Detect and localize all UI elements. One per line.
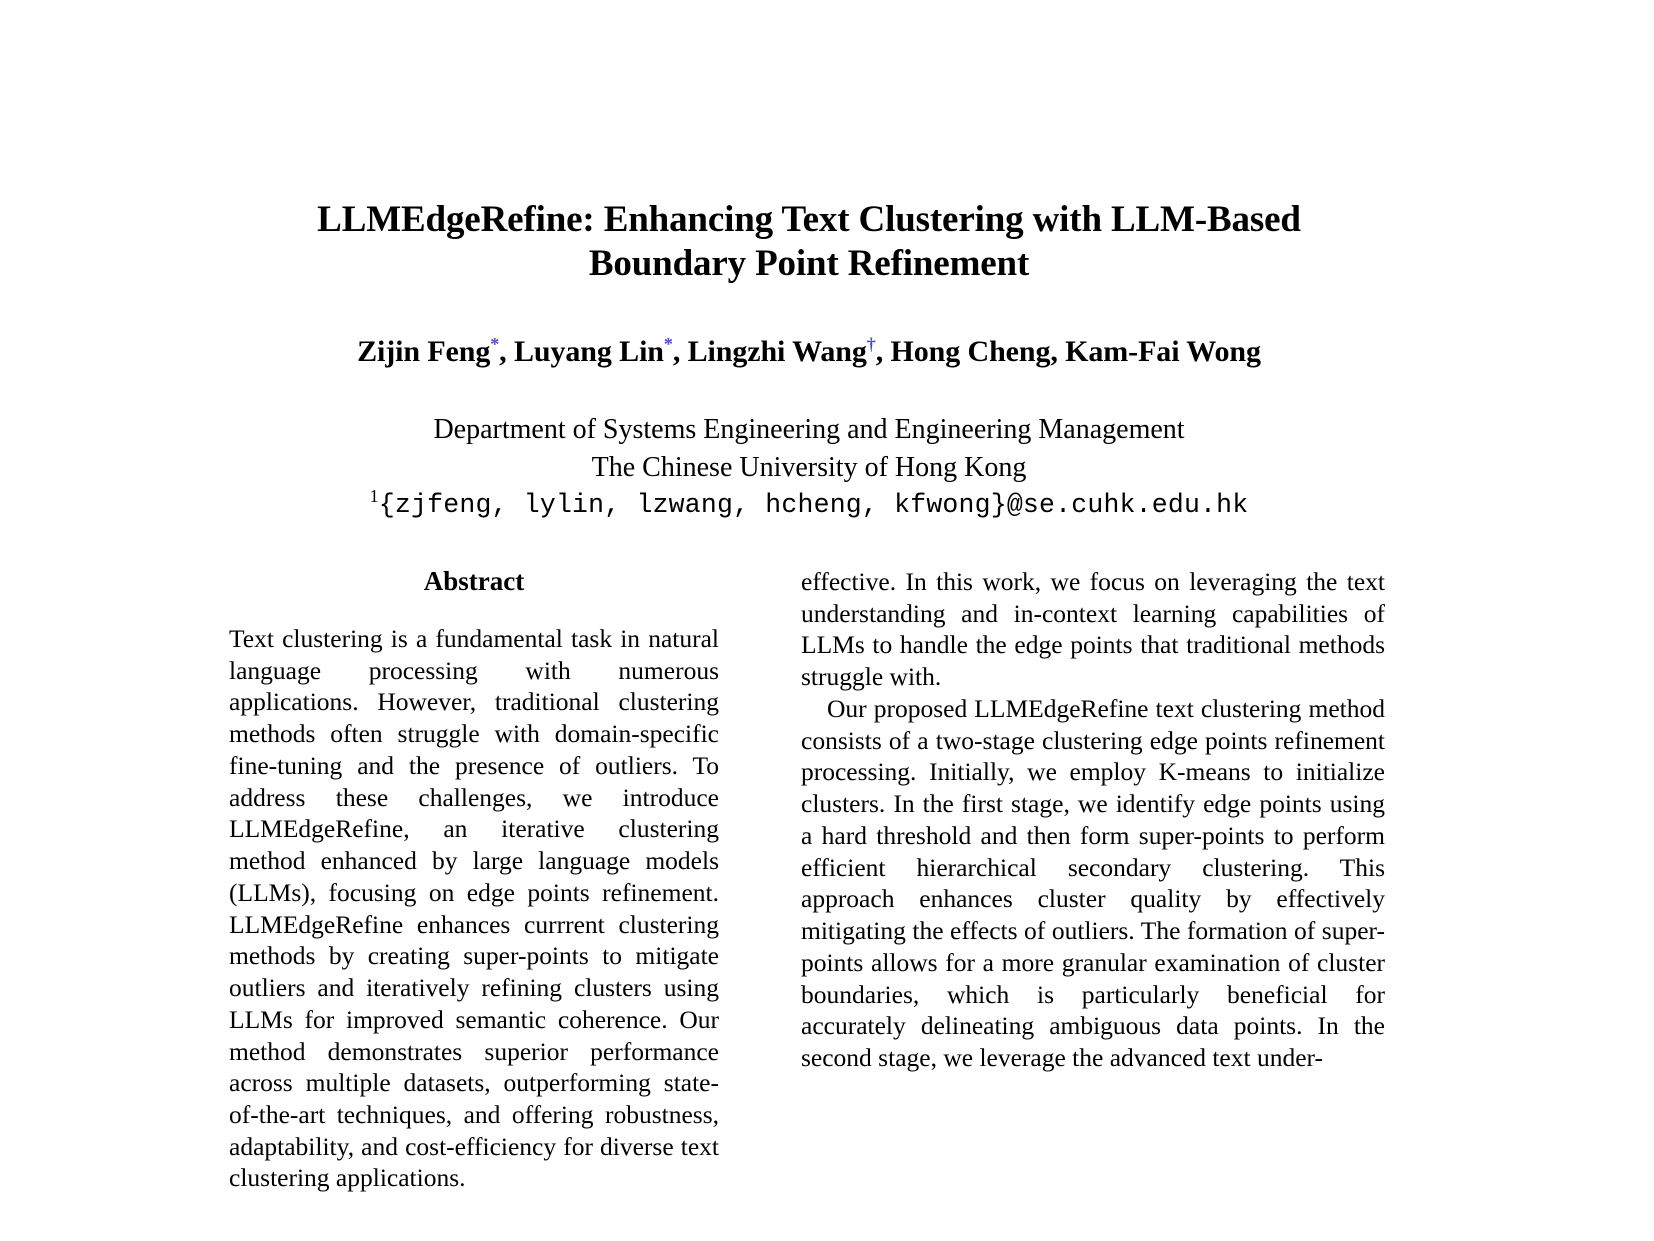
intro-paragraph-continued: effective. In this work, we focus on leveraging the text understanding and in-context learning capabilities of LLMs to handle the edge points that traditional methods struggle with. <box>801 567 1385 692</box>
author-footnote-marker-1[interactable]: * <box>490 334 500 355</box>
author-separator-1: , <box>499 335 514 369</box>
contact-email[interactable]: {zjfeng, lylin, lzwang, hcheng, kfwong}@se.cuhk.edu.hk <box>378 489 1249 520</box>
intro-paragraph-method: Our proposed LLMEdgeRefine text clustering method consists of a two-stage clustering edge points refinement processing. Initially, we employ K-means to initialize clusters. In the first stage, we identify edge points using a hard threshold and then form super-points to perform efficient hierarchical secondary clustering. This approach enhances cluster quality by effectively mitigating the effects of outliers. The formation of super-points allows for a more granular examination of cluster boundaries, which is particularly beneficial for accurately delineating ambiguous data points. In the second stage, we leverage the advanced text under- <box>801 693 1385 1073</box>
author-footnote-marker-2[interactable]: * <box>663 334 673 355</box>
affiliation-university: The Chinese University of Hong Kong <box>591 451 1027 483</box>
author-names-tail: , Hong Cheng, Kam-Fai Wong <box>875 335 1261 369</box>
affiliation-department: Department of Systems Engineering and Engineering Management <box>433 414 1185 446</box>
paper-content <box>229 0 1389 1193</box>
title-line-1: LLMEdgeRefine: Enhancing Text Clustering with LLM-Based <box>317 199 1301 240</box>
author-name-2: Luyang Lin <box>513 335 664 369</box>
author-name-1: Zijin Feng <box>357 335 491 369</box>
author-list <box>229 285 1389 369</box>
contact-email-line <box>229 486 1389 523</box>
column-right <box>801 566 1385 1194</box>
author-footnote-marker-3[interactable]: † <box>866 334 876 355</box>
abstract-paragraph: Text clustering is a fundamental task in natural language processing with numerous applications. However, traditional clustering methods often struggle with domain-specific fine-tuning and the presence of outliers. To address these challenges, we introduce LLMEdgeRefine, an iterative clustering method enhanced by large language models (LLMs), focusing on edge points refinement. LLMEdgeRefine enhances currrent clustering methods by creating super-points to mitigate outliers and iteratively refining clusters using LLMs for improved semantic coherence. Our method demonstrates superior performance across multiple datasets, outperforming state-of-the-art techniques, and offering robustness, adaptability, and cost-efficiency for diverse text clustering applications. <box>229 624 719 1193</box>
column-left <box>229 566 719 1194</box>
page-title <box>229 0 1389 285</box>
email-footnote-marker: 1 <box>369 485 379 506</box>
abstract-heading: Abstract <box>423 566 525 596</box>
title-line-2: Boundary Point Refinement <box>588 242 1030 284</box>
author-name-3: Lingzhi Wang <box>687 335 867 369</box>
two-column-body <box>229 566 1389 1194</box>
affiliation-block <box>229 369 1389 523</box>
author-separator-2: , <box>672 335 688 369</box>
